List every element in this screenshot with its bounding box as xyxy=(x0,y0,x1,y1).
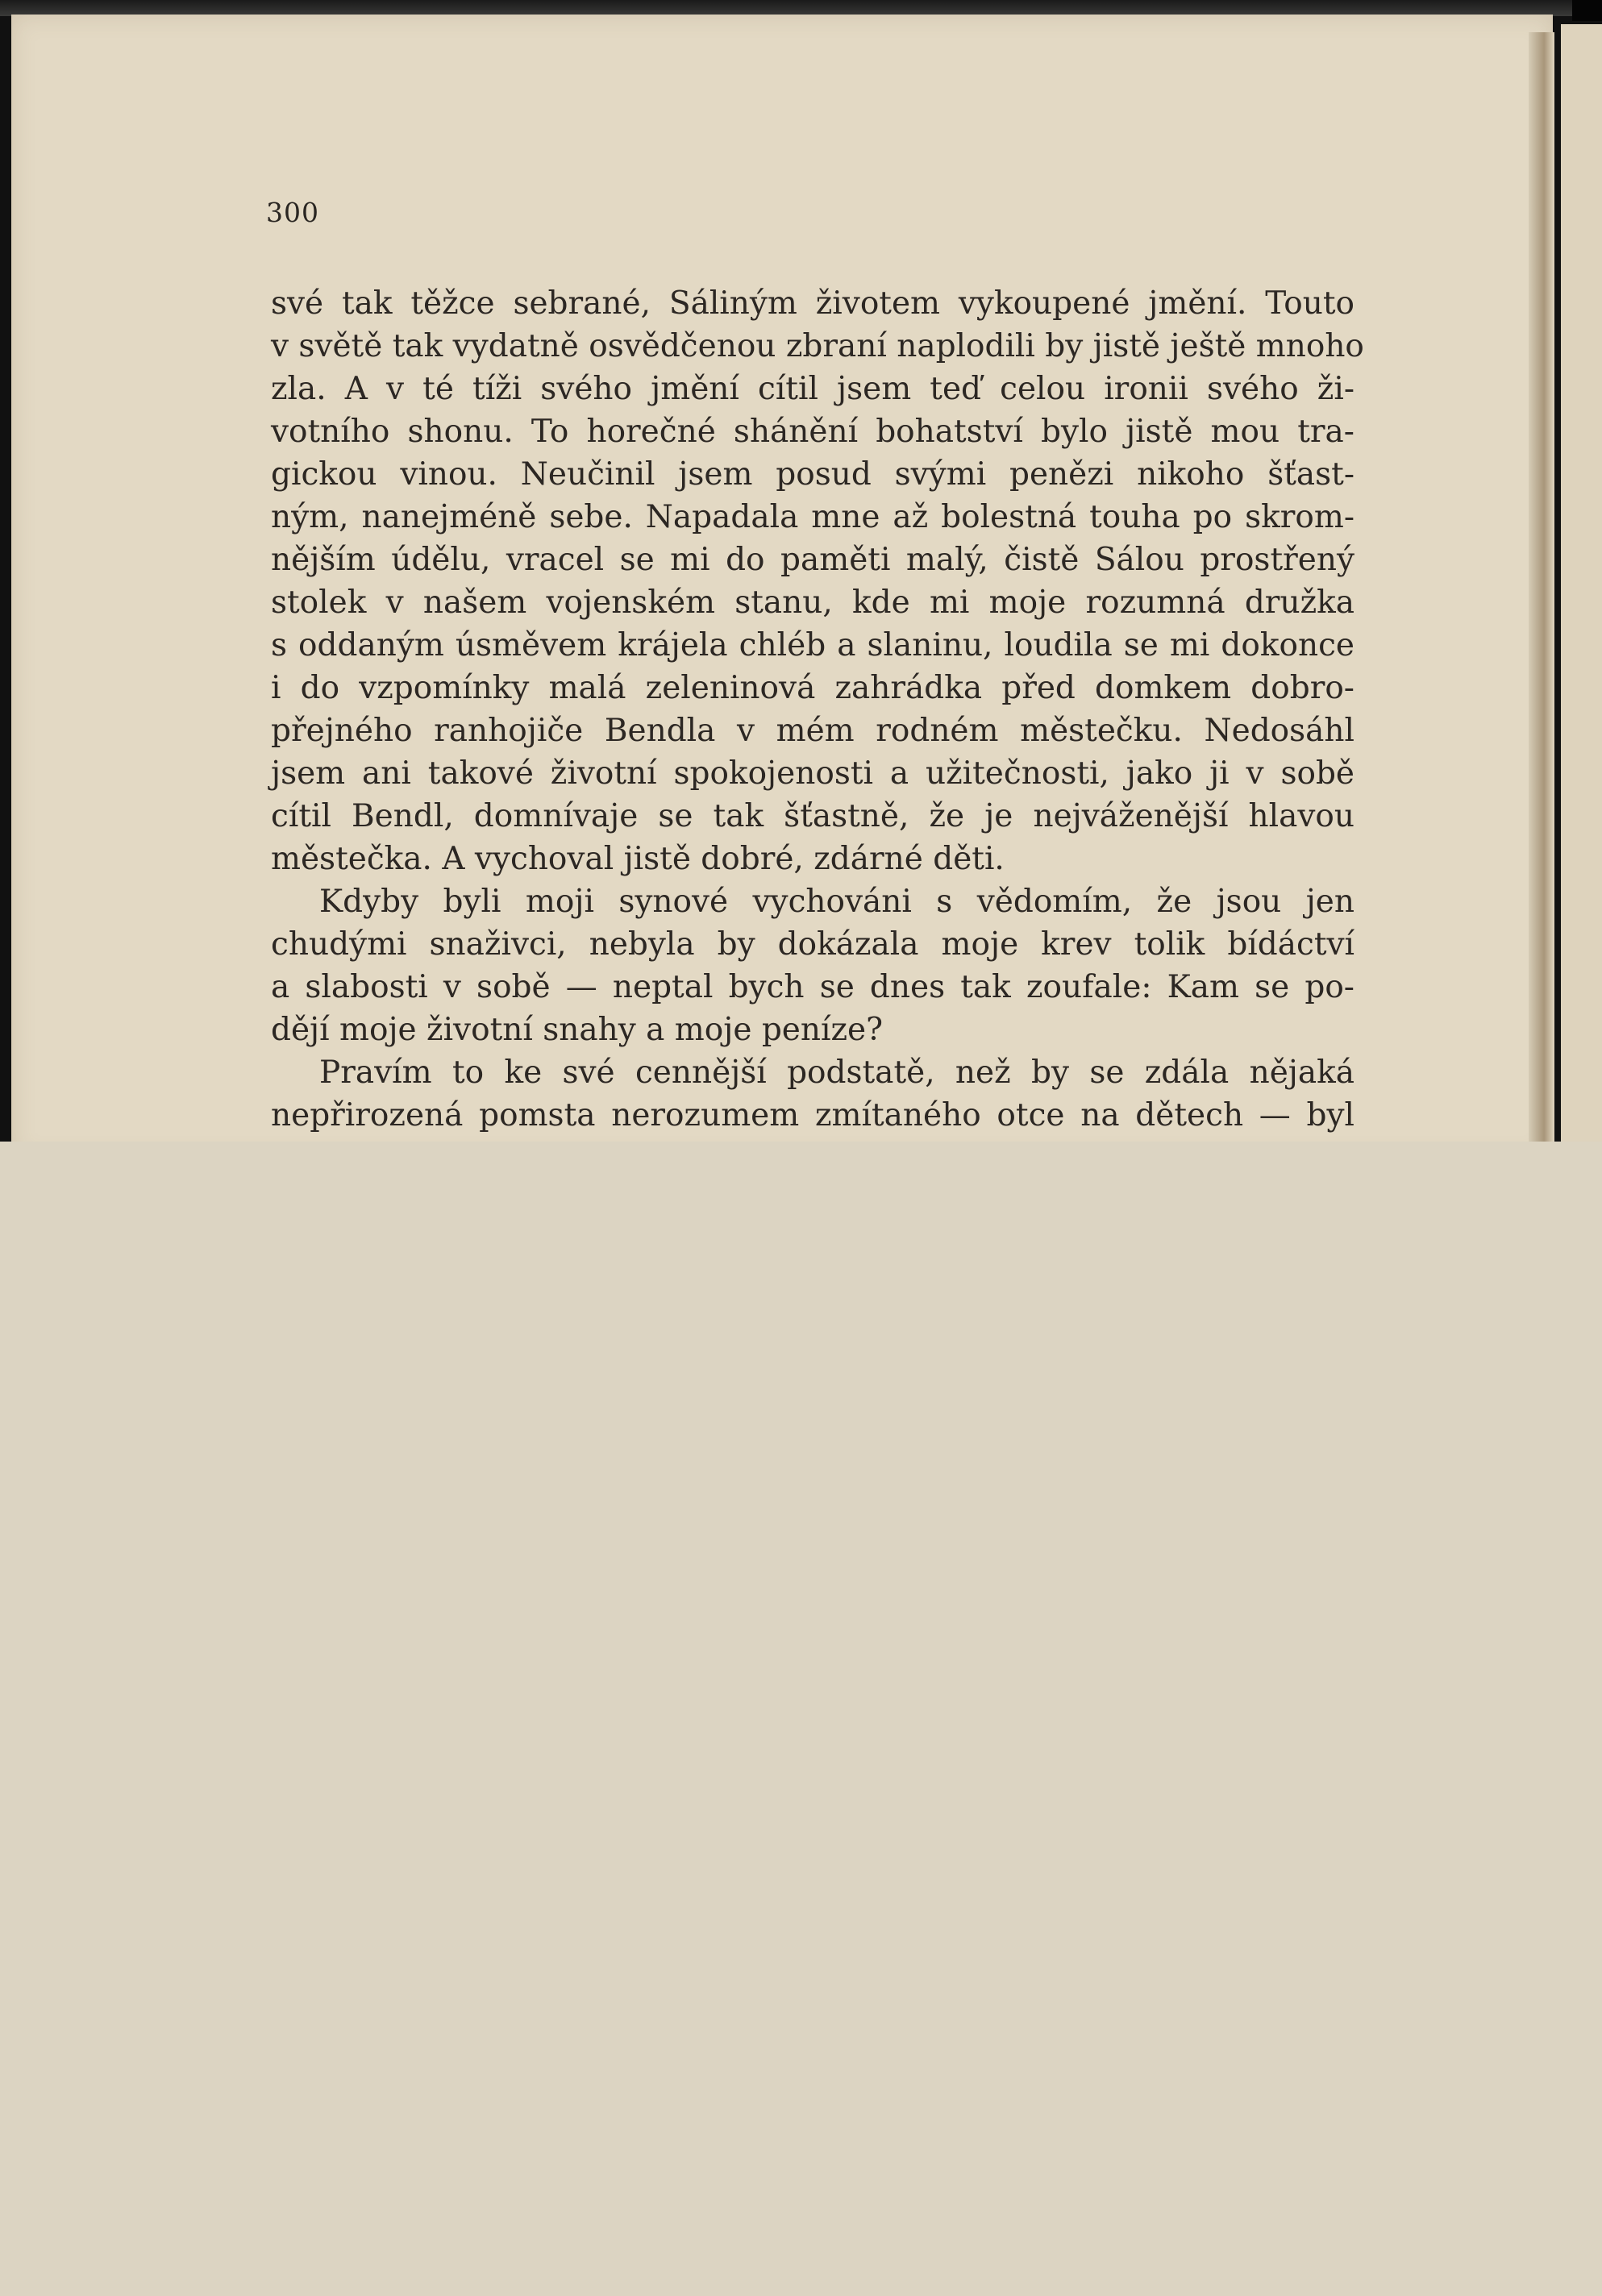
text-line: dějí moje životní snahy a moje peníze? xyxy=(271,1012,884,1048)
page-number: 300 xyxy=(266,197,319,228)
text-line: městečka. A vychoval jistě dobré, zdárné děti. xyxy=(271,841,1005,877)
paragraph-first-line: Kdyby byli moji synové vychováni s vědomím, že jsou jen xyxy=(319,884,1354,920)
text-line: stolek v našem vojenském stanu, kde mi moje rozumná družka xyxy=(271,584,1354,621)
blank-background xyxy=(0,1142,1602,2296)
scan-corner-shadow xyxy=(1572,0,1602,21)
text-line: nějším údělu, vracel se mi do paměti malý, čistě Sálou prostřený xyxy=(271,542,1354,578)
text-line: a slabosti v sobě — neptal bych se dnes tak zoufale: Kam se po- xyxy=(271,969,1354,1005)
text-line: své tak těžce sebrané, Sáliným životem vykoupené jmění. Touto xyxy=(271,285,1354,322)
paragraph-first-line: Pravím to ke své cennější podstatě, než by se zdála nějaká xyxy=(319,1054,1354,1091)
text-line: v světě tak vydatně osvědčenou zbraní naplodili by jistě ještě mnoho xyxy=(271,328,1364,364)
text-line: cítil Bendl, domnívaje se tak šťastně, že je nejváženější hlavou xyxy=(271,798,1354,834)
page-gutter-shadow xyxy=(1529,32,1554,1142)
text-line: ným, nanejméně sebe. Napadala mne až bolestná touha po skrom- xyxy=(271,499,1354,535)
page-text xyxy=(271,282,1364,1164)
text-line: gickou vinou. Neučinil jsem posud svými penězi nikoho šťast- xyxy=(271,456,1354,493)
text-line: i do vzpomínky malá zeleninová zahrádka před domkem dobro- xyxy=(271,670,1354,706)
text-line: jsem ani takové životní spokojenosti a užitečnosti, jako ji v sobě xyxy=(271,755,1354,792)
book-page-scan xyxy=(0,0,1602,1142)
next-page-edge xyxy=(1561,24,1602,1142)
scan-top-edge xyxy=(0,0,1602,16)
text-line: nepřirozená pomsta nerozumem zmítaného otce na dětech — byl xyxy=(271,1097,1354,1133)
text-line: přejného ranhojiče Bendla v mém rodném městečku. Nedosáhl xyxy=(271,713,1354,749)
text-line: votního shonu. To horečné shánění bohatství bylo jistě mou tra- xyxy=(271,414,1354,450)
text-line: zla. A v té tíži svého jmění cítil jsem teď celou ironii svého ži- xyxy=(271,371,1354,407)
text-line: chudými snaživci, nebyla by dokázala moje krev tolik bídáctví xyxy=(271,926,1354,963)
text-line: s oddaným úsměvem krájela chléb a slaninu, loudila se mi dokonce xyxy=(271,627,1354,663)
